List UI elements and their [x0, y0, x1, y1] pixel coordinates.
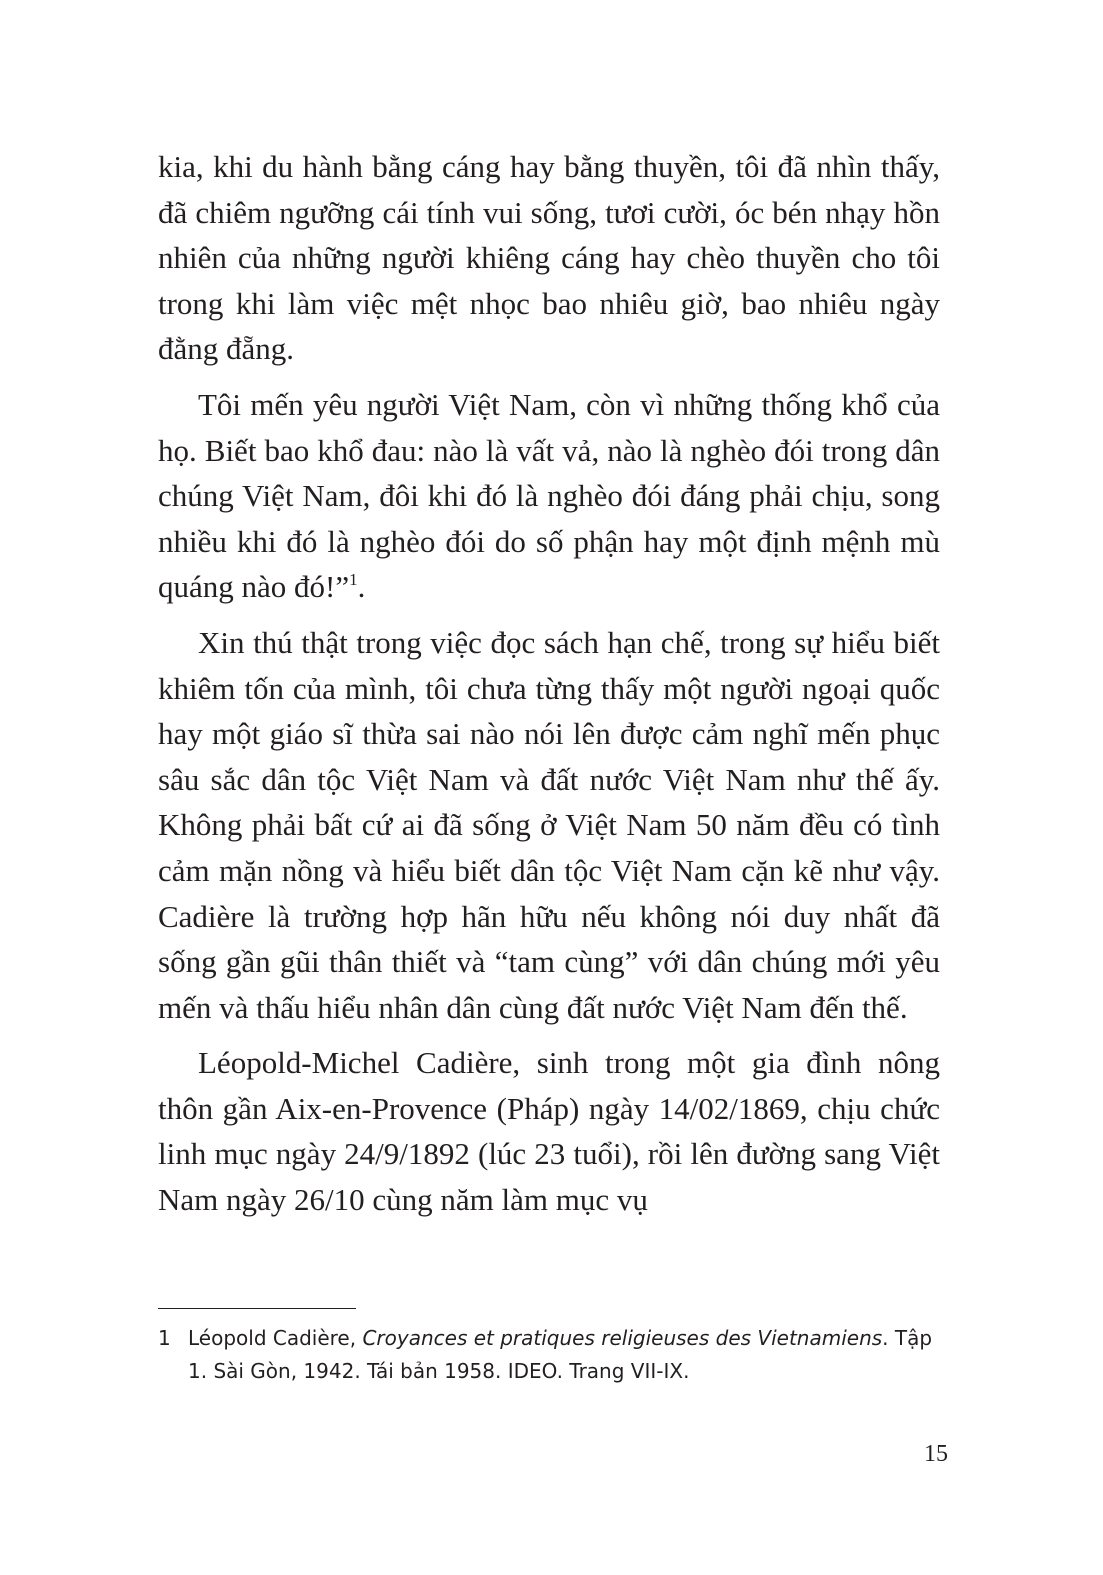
footnote-details: . Tập 1. Sài Gòn, 1942. Tái bản 1958. IDEO. Trang VII-IX. [188, 1326, 933, 1383]
paragraph-2-tail: . [357, 569, 366, 605]
paragraph-2-text: Tôi mến yêu người Việt Nam, còn vì những thống khổ của họ. Biết bao khổ đau: nào là vất vả, nào là nghèo đói trong dân chúng Việt Nam, đôi khi đó là nghèo đói đáng phải chịu, song nhiều khi đó là nghèo đói do số phận hay một định mệnh mù quáng nào đó!” [158, 386, 940, 605]
page-number: 15 [924, 1441, 948, 1467]
paragraph-1: kia, khi du hành bằng cáng hay bằng thuyền, tôi đã nhìn thấy, đã chiêm ngưỡng cái tính vui sống, tươi cười, óc bén nhạy hồn nhiên của những người khiêng cáng hay chèo thuyền cho tôi trong khi làm việc mệt nhọc bao nhiêu giờ, bao nhiêu ngày đằng đẵng. [158, 149, 940, 367]
footnote-reference: 1 [349, 570, 358, 590]
footnote [158, 1322, 948, 1388]
footnote-author: Léopold Cadière, [188, 1326, 363, 1350]
footnote-book-title: Croyances et pratiques religieuses des Vietnamiens [362, 1326, 883, 1350]
footnote-number: 1 [158, 1326, 171, 1350]
footnote-divider [158, 1308, 356, 1309]
paragraph-3: Xin thú thật trong việc đọc sách hạn chế, trong sự hiểu biết khiêm tốn của mình, tôi chưa từng thấy một người ngoại quốc hay một giáo sĩ thừa sai nào nói lên được cảm nghĩ mến phục sâu sắc dân tộc Việt Nam và đất nước Việt Nam như thế ấy. Không phải bất cứ ai đã sống ở Việt Nam 50 năm đều có tình cảm mặn nồng và hiểu biết dân tộc Việt Nam cặn kẽ như vậy. Cadière là trường hợp hãn hữu nếu không nói duy nhất đã sống gần gũi thân thiết và “tam cùng” với dân chúng mới yêu mến và thấu hiểu nhân dân cùng đất nước Việt Nam đến thế. [158, 624, 940, 1025]
body-text [158, 144, 940, 1233]
footnote-text [188, 1322, 948, 1388]
paragraph-2 [158, 382, 940, 610]
paragraph-4: Léopold-Michel Cadière, sinh trong một gia đình nông thôn gần Aix-en-Provence (Pháp) ngày 14/02/1869, chịu chức linh mục ngày 24/9/1892 (lúc 23 tuổi), rồi lên đường sang Việt Nam ngày 26/10 cùng năm làm mục vụ [158, 1045, 940, 1218]
